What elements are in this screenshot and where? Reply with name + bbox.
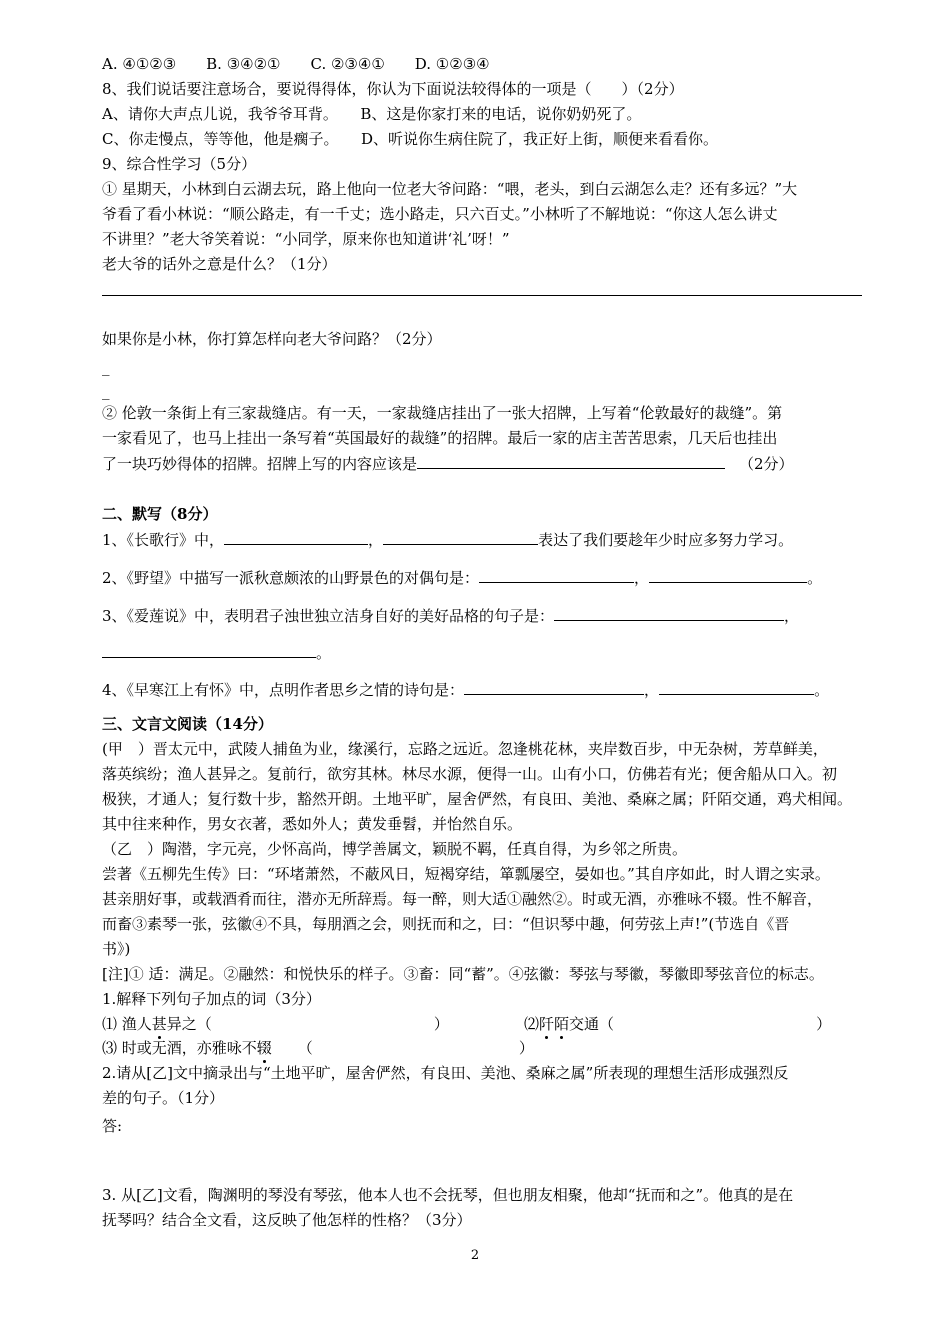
sec2-q1 — [102, 528, 793, 551]
q9-title: 9、综合性学习（5分） — [102, 155, 257, 173]
sec3-q1a-close: ） — [433, 1015, 449, 1033]
sec3-q1a-prefix: ⑴ 渔人 — [102, 1015, 152, 1033]
q9-answer-mark-2[interactable]: _ — [102, 382, 110, 400]
sec3-q1b-dotted-word-1: 阡 — [539, 1015, 555, 1033]
passage-yi-line5: 书》) — [102, 940, 131, 958]
section2-title: 二、默写（8分） — [102, 505, 218, 523]
q9-para1-line1: ① 星期天，小林到白云湖去玩，路上他向一位老大爷问路：“喂，老头，到白云湖怎么走？还有多远？”大 — [102, 180, 798, 198]
sec3-q2-answer-label: 答: — [102, 1117, 123, 1135]
q9-para1-line2: 爷看了看小林说：“顺公路走，有一千丈；选小路走，只六百丈。”小林听了不解地说：“你这人怎么讲丈 — [102, 205, 778, 223]
q9-para2-line2: 一家看见了，也马上挂出一条写着“英国最好的裁缝”的招牌。最后一家的店主苦苦思索，几天后也挂出 — [102, 429, 778, 447]
sec3-q2-line2: 差的句子。（1分） — [102, 1089, 225, 1107]
q9-para2-score: （2分） — [739, 455, 794, 473]
sec3-q1b — [524, 1013, 831, 1035]
q9-para2-line3 — [102, 452, 794, 475]
passage-jia-line1: (甲 ）晋太元中，武陵人捕鱼为业，缘溪行，忘路之远近。忽逢桃花林，夹岸数百步，中无杂树，芳草鲜美， — [102, 740, 828, 758]
passage-yi-line4: 而畜③素琴一张，弦徽④不具，每朋酒之会，则抚而和之，曰：“但识琴中趣，何劳弦上声!”(节选自《晋 — [102, 915, 790, 933]
sec3-q1b-close: ） — [816, 1015, 832, 1033]
passage-notes: [注]① 适：满足。②融然：和悦快乐的样子。③畜：同“蓄”。④弦徽：琴弦与琴徽，琴徽即琴弦音位的标志。 — [102, 965, 824, 983]
sec2-q3-blank-1[interactable] — [554, 604, 784, 621]
sec3-q1b-open: 交通（ — [569, 1015, 615, 1033]
passage-jia-line4: 其中往来种作，男女衣著，悉如外人；黄发垂髫，并怡然自乐。 — [102, 815, 523, 833]
page-number: 2 — [470, 1248, 480, 1263]
sec2-q3-blank-2[interactable] — [102, 641, 316, 658]
sec3-q2-line1: 2.请从[乙]文中摘录出与“土地平旷，屋舍俨然，有良田、美池、桑麻之属”所表现的理想生活形成强烈反 — [102, 1064, 789, 1082]
sec2-q4 — [102, 678, 829, 701]
sec3-q1a-open: 异之（ — [166, 1015, 212, 1033]
passage-jia-line2: 落英缤纷；渔人甚异之。复前行，欲穷其林。林尽水源，便得一山。山有小口，仿佛若有光；便舍船从口入。初 — [102, 765, 838, 783]
sec2-q1-blank-1[interactable] — [224, 528, 368, 545]
signboard-answer-blank[interactable] — [417, 452, 725, 469]
sec2-q2-end: 。 — [807, 569, 823, 587]
q9-para2-text: 了一块巧妙得体的招牌。招牌上写的内容应该是 — [102, 455, 418, 473]
q9-para2-line1: ② 伦敦一条街上有三家裁缝店。有一天，一家裁缝店挂出了一张大招牌，上写着“伦敦最好的裁缝”。第 — [102, 404, 783, 422]
sec2-q2-prefix: 2、《野望》中描写一派秋意颇浓的山野景色的对偶句是： — [102, 569, 480, 587]
sec2-q4-prefix: 4、《早寒江上有怀》中，点明作者思乡之情的诗句是： — [102, 681, 465, 699]
passage-yi-line3: 甚亲朋好事，或载酒肴而往，潜亦无所辞焉。每一醉，则大适①融然②。时或无酒，亦雅咏不辍。性不解音， — [102, 890, 823, 908]
sec3-q1b-prefix: ⑵ — [524, 1015, 540, 1033]
passage-jia-line3: 极狭，才通人；复行数十步，豁然开朗。土地平旷，屋舍俨然，有良田、美池、桑麻之属；阡陌交通，鸡犬相闻。 — [102, 790, 853, 808]
sec3-q1c-close: ） — [518, 1039, 534, 1057]
sec3-q1c-dotted-word: 辍 — [256, 1039, 272, 1057]
sec2-q1-suffix: 表达了我们要趁年少时应多努力学习。 — [538, 531, 794, 549]
sec2-q4-end: 。 — [814, 681, 830, 699]
passage-yi-line2: 尝著《五柳先生传》曰：“环堵萧然，不蔽风日，短褐穿结，箪瓢屡空，晏如也。”其自序如此，时人谓之实录。 — [102, 865, 830, 883]
sec2-q1-blank-2[interactable] — [383, 528, 538, 545]
section3-title: 三、文言文阅读（14分） — [102, 715, 273, 733]
q9-question2: 如果你是小林，你打算怎样向老大爷问路？（2分） — [102, 330, 442, 348]
sec3-q1c-prefix: ⑶ 时或无酒，亦雅咏不 — [102, 1039, 257, 1057]
sec2-q4-blank-2[interactable] — [659, 678, 814, 695]
sec2-q1-prefix: 1、《长歌行》中， — [102, 531, 225, 549]
sec3-q1a-dotted-word: 甚 — [151, 1015, 167, 1033]
q9-answer-line[interactable] — [102, 295, 862, 296]
q7-options: A. ④①②③ B. ③④②① C. ②③④① D. ①②③④ — [102, 55, 490, 73]
sec2-q2-separator: ， — [634, 569, 650, 587]
q9-answer-mark-1[interactable]: _ — [102, 358, 110, 376]
sec2-q3-continued — [102, 641, 331, 664]
sec3-q1-items-row1 — [102, 1013, 449, 1035]
sec2-q3-prefix: 3、《爱莲说》中，表明君子浊世独立洁身自好的美好品格的句子是： — [102, 607, 555, 625]
sec2-q2 — [102, 566, 822, 589]
sec3-q1c-open: （ — [297, 1039, 313, 1057]
sec2-q1-separator: ， — [368, 531, 384, 549]
q8-options-ab: A、请你大声点儿说，我爷爷耳背。 B、这是你家打来的电话，说你奶奶死了。 — [102, 105, 642, 123]
q9-para1-line3: 不讲里？”老大爷笑着说：“小同学，原来你也知道讲‘礼’呀！” — [102, 230, 510, 248]
sec3-q3-line2: 抚琴吗？结合全文看，这反映了他怎样的性格？（3分） — [102, 1211, 472, 1229]
sec3-q1c — [102, 1037, 534, 1059]
sec2-q2-blank-2[interactable] — [649, 566, 807, 583]
passage-yi-line1: （乙 ）陶潜，字元亮，少怀高尚，博学善属文，颖脱不羁，任真自得，为乡邻之所贵。 — [102, 840, 688, 858]
q8-options-cd: C、你走慢点，等等他，他是瘸子。 D、听说你生病住院了，我正好上街，顺便来看看你。 — [102, 130, 719, 148]
sec2-q2-blank-1[interactable] — [479, 566, 634, 583]
sec3-q1-title: 1.解释下列句子加点的词（3分） — [102, 990, 321, 1008]
sec3-q3-line1: 3. 从[乙]文看，陶渊明的琴没有琴弦，他本人也不会抚琴，但也朋友相聚，他却“抚而和之”。他真的是在 — [102, 1186, 794, 1204]
sec2-q3-end: 。 — [316, 644, 332, 662]
sec2-q4-separator: ， — [644, 681, 660, 699]
sec2-q3 — [102, 604, 799, 627]
sec3-q1b-dotted-word-2: 陌 — [554, 1015, 570, 1033]
sec2-q3-separator: ， — [784, 607, 800, 625]
q8-stem: 8、我们说话要注意场合，要说得得体，你认为下面说法较得体的一项是（ ）（2分） — [102, 80, 684, 98]
q9-question1: 老大爷的话外之意是什么？（1分） — [102, 255, 337, 273]
sec2-q4-blank-1[interactable] — [464, 678, 644, 695]
